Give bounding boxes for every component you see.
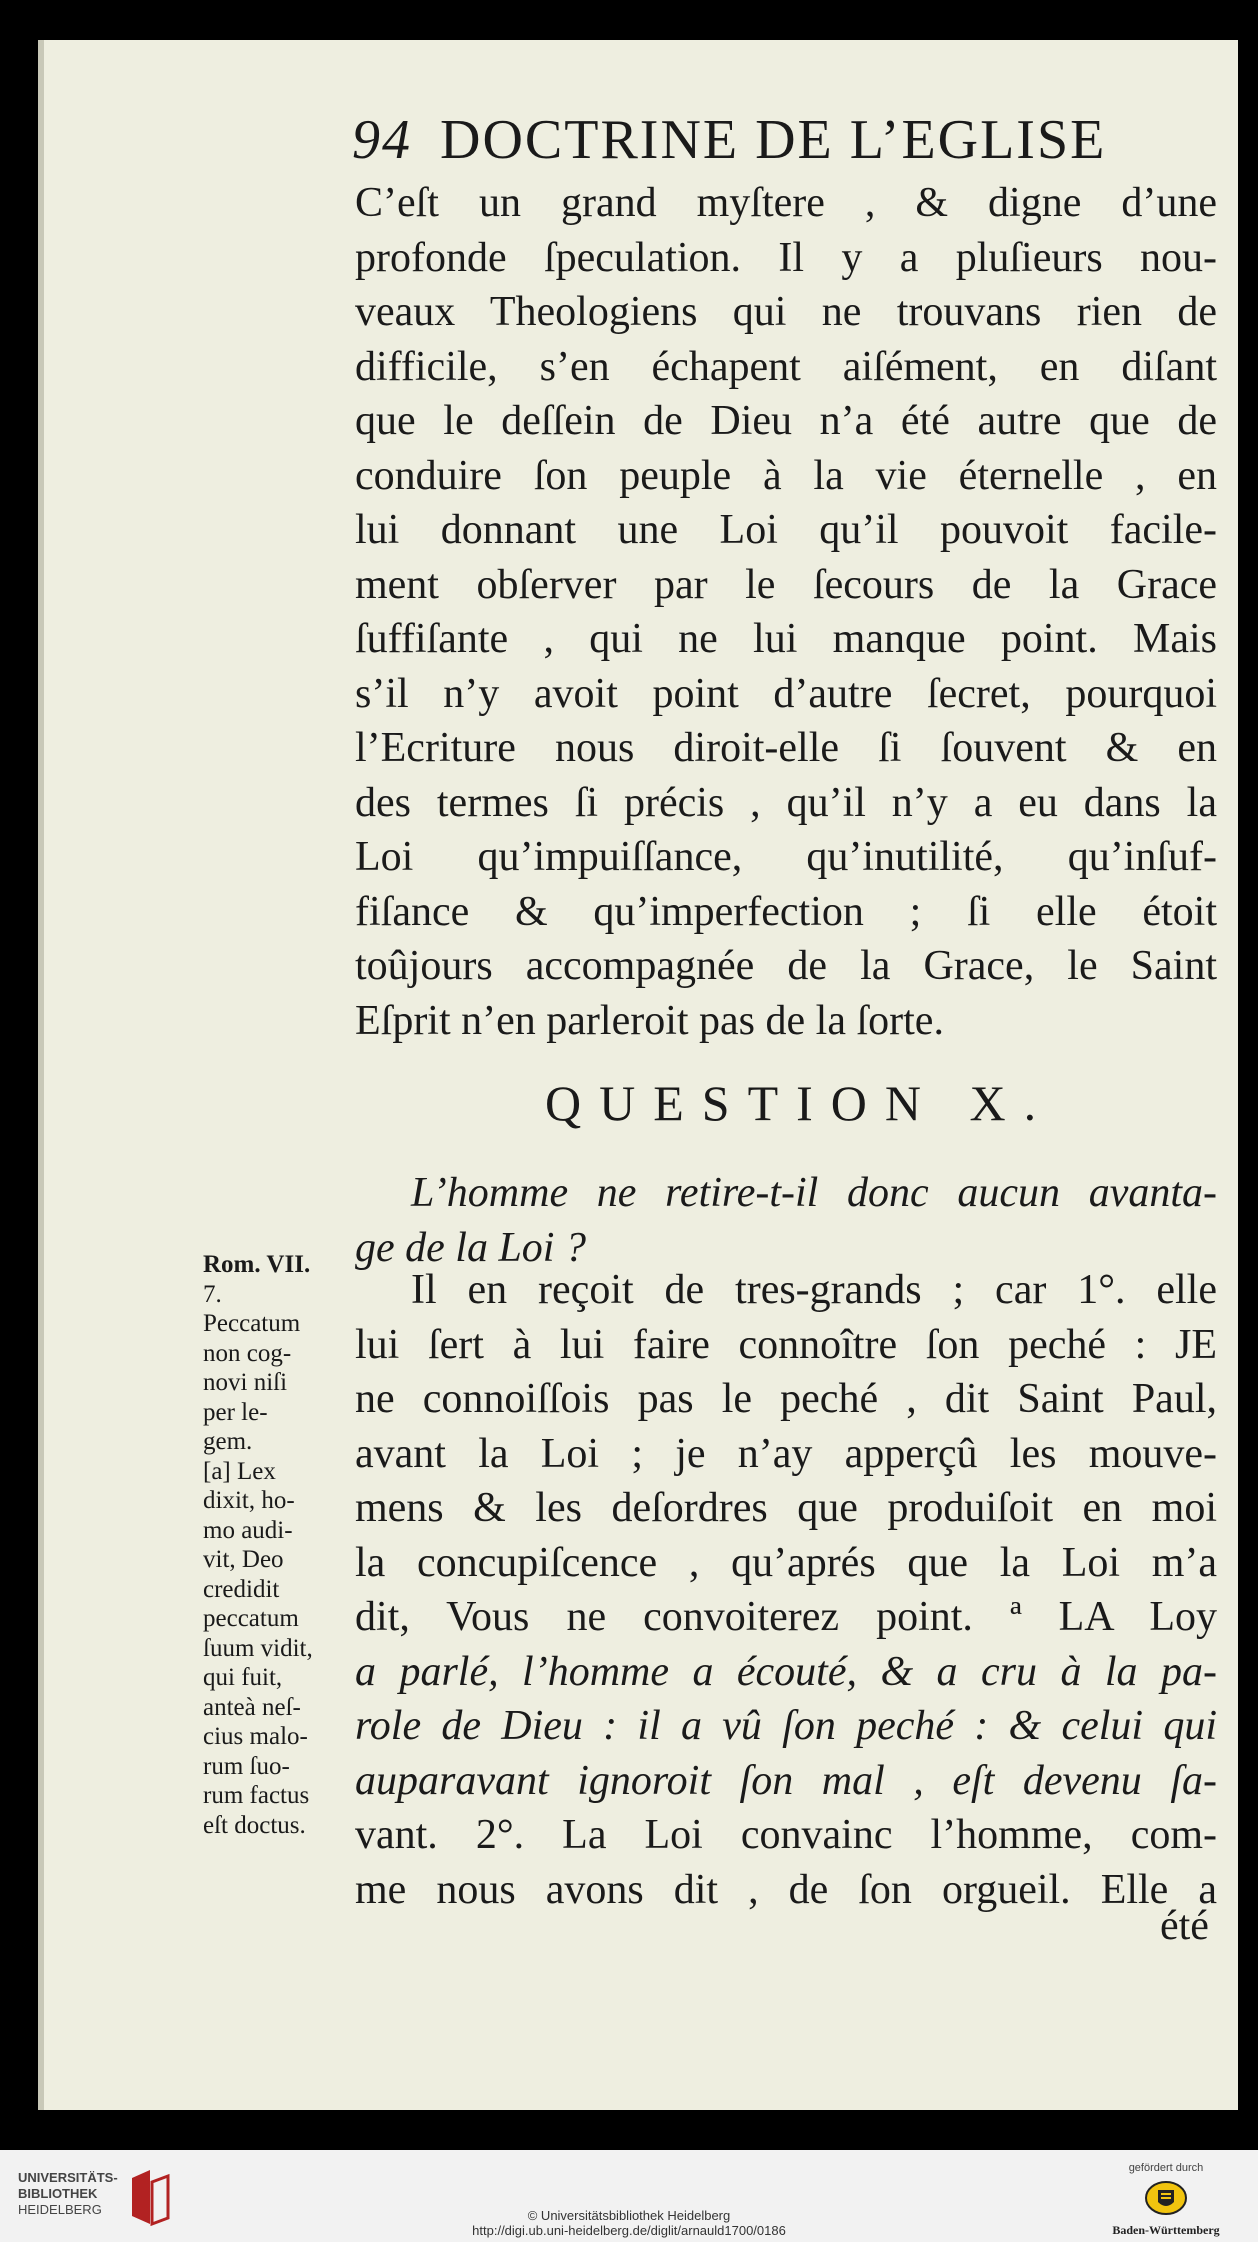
question-heading: QUESTION X. bbox=[545, 1075, 1055, 1131]
margin-line: qui fuit, bbox=[203, 1664, 283, 1691]
text-line: avant la Loi ; je n’ay apperçû les mouve- bbox=[355, 1430, 1217, 1477]
margin-line: [a] Lex bbox=[203, 1457, 276, 1485]
text-line: lui ſert à lui faire connoître ſon peché : JE bbox=[355, 1321, 1217, 1368]
margin-line: credidit bbox=[203, 1575, 280, 1603]
text-line: dit, Vous ne convoiterez point. ª LA Loy bbox=[355, 1594, 1217, 1640]
text-line: mens & les deſordres que produiſoit en moi bbox=[355, 1485, 1217, 1531]
question-text bbox=[355, 1166, 1217, 1275]
margin-line: Peccatum bbox=[203, 1310, 301, 1337]
margin-line: rum factus bbox=[203, 1782, 310, 1809]
text-line: lui donnant une Loi qu’il pouvoit facile- bbox=[355, 507, 1217, 553]
margin-line: non cog- bbox=[203, 1339, 292, 1367]
text-line: auparavant ignoroit ſon mal , eſt devenu ſa- bbox=[355, 1757, 1217, 1804]
margin-line: anteà neſ- bbox=[203, 1693, 301, 1721]
text-line: veaux Theologiens qui ne trouvans rien de bbox=[355, 289, 1217, 335]
margin-line: eſt doctus. bbox=[203, 1811, 306, 1839]
crest-icon bbox=[1143, 2180, 1189, 2216]
text-line: fiſance & qu’imperfection ; ſi elle étoit bbox=[355, 888, 1217, 935]
margin-note bbox=[203, 1250, 341, 1840]
text-line: conduire ſon peuple à la vie éternelle , en bbox=[355, 452, 1217, 499]
text-line: a parlé, l’homme a écouté, & a cru à la pa- bbox=[355, 1648, 1217, 1695]
text-line: Loi qu’impuiſſance, qu’inutilité, qu’inſuf- bbox=[355, 834, 1217, 880]
text-line: profonde ſpeculation. Il y a pluſieurs nou- bbox=[355, 234, 1217, 281]
text-line: ſuffiſante , qui ne lui manque point. Mais bbox=[355, 616, 1217, 662]
question-line: ge de la Loi ? bbox=[355, 1224, 586, 1271]
sponsor-block bbox=[1096, 2162, 1236, 2238]
text-line: Eſprit n’en parleroit pas de la ſorte. bbox=[355, 997, 944, 1044]
answer-text bbox=[355, 1263, 1217, 1917]
viewer-footer bbox=[0, 2150, 1258, 2242]
main-text bbox=[355, 176, 1217, 1048]
text-line: C’eſt un grand myſtere , & digne d’une bbox=[355, 180, 1217, 226]
margin-line: cius malo- bbox=[203, 1723, 308, 1750]
text-line: des termes ſi précis , qu’il n’y a eu dans la bbox=[355, 779, 1217, 826]
margin-line: per le- bbox=[203, 1398, 268, 1426]
copyright-block bbox=[0, 2208, 1258, 2238]
sponsor-name: Baden-Württemberg bbox=[1112, 2223, 1220, 2237]
permalink-url[interactable]: http://digi.ub.uni-heidelberg.de/diglit/arnauld1700/0186 bbox=[472, 2223, 786, 2238]
library-name-line: HEIDELBERG bbox=[18, 2202, 102, 2217]
page-number: 94 bbox=[352, 109, 412, 171]
margin-line: gem. bbox=[203, 1428, 253, 1455]
margin-line: ſuum vidit, bbox=[203, 1634, 313, 1662]
margin-line: 7. bbox=[203, 1280, 222, 1308]
catchword: été bbox=[1160, 1903, 1209, 1949]
copyright-text: © Universitätsbibliothek Heidelberg bbox=[527, 2208, 731, 2223]
text-line: role de Dieu : il a vû ſon peché : & celui qui bbox=[355, 1703, 1217, 1749]
text-line: ne connoiſſois pas le peché , dit Saint Paul, bbox=[355, 1376, 1217, 1422]
text-line: me nous avons dit , de ſon orgueil. Elle a bbox=[355, 1866, 1217, 1913]
library-name-line: BIBLIOTHEK bbox=[18, 2186, 98, 2201]
text-line: vant. 2°. La Loi convainc l’homme, com- bbox=[355, 1812, 1217, 1858]
running-header bbox=[352, 108, 1106, 172]
text-line: l’Ecriture nous diroit-elle ſi ſouvent & en bbox=[355, 725, 1217, 771]
question-line: L’homme ne retire-t-il donc aucun avanta- bbox=[411, 1170, 1217, 1216]
running-title: DOCTRINE DE L’EGLISE bbox=[440, 109, 1107, 171]
margin-line: peccatum bbox=[203, 1605, 299, 1632]
margin-line: mo audi- bbox=[203, 1516, 293, 1544]
text-line: ment obſerver par le ſecours de la Grace bbox=[355, 561, 1217, 608]
text-line: difficile, s’en échapent aiſément, en diſant bbox=[355, 343, 1217, 390]
text-line: Il en reçoit de tres-grands ; car 1°. elle bbox=[411, 1267, 1217, 1313]
text-line: la concupiſcence , qu’aprés que la Loi m’a bbox=[355, 1539, 1217, 1586]
margin-line: Rom. VII. bbox=[203, 1251, 311, 1278]
text-line: que le deſſein de Dieu n’a été autre que de bbox=[355, 398, 1217, 444]
margin-line: rum ſuo- bbox=[203, 1752, 290, 1780]
page-edge-shadow bbox=[38, 40, 44, 2110]
margin-line: dixit, ho- bbox=[203, 1487, 295, 1514]
text-line: toûjours accompagnée de la Grace, le Saint bbox=[355, 943, 1217, 989]
margin-line: novi niſi bbox=[203, 1369, 288, 1396]
library-name-line: UNIVERSITÄTS- bbox=[18, 2170, 118, 2185]
text-line: s’il n’y avoit point d’autre ſecret, pourquoi bbox=[355, 670, 1217, 717]
sponsor-label: gefördert durch bbox=[1128, 2162, 1204, 2174]
margin-line: vit, Deo bbox=[203, 1546, 284, 1573]
